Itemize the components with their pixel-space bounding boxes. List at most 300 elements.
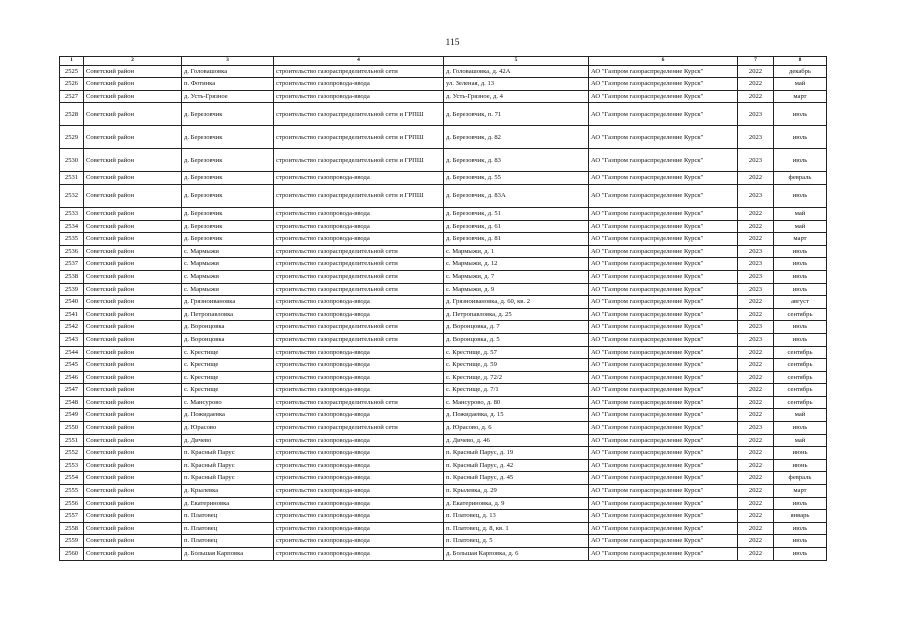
- year-cell: 2022: [738, 472, 774, 485]
- district-cell: Советский район: [84, 308, 182, 321]
- address-cell: д. Пожидаевка, д. 15: [444, 409, 589, 422]
- year-cell: 2022: [738, 497, 774, 510]
- organization-cell: АО "Газпром газораспределение Курск": [589, 321, 738, 334]
- table-row: [60, 245, 827, 258]
- table-row: [60, 321, 827, 334]
- district-cell: Советский район: [84, 184, 182, 207]
- organization-cell: АО "Газпром газораспределение Курск": [589, 90, 738, 103]
- work-cell: строительство газопровода-ввода: [274, 459, 444, 472]
- year-cell: 2022: [738, 220, 774, 233]
- month-cell: март: [774, 485, 827, 498]
- row-number: 2557: [60, 510, 84, 523]
- organization-cell: АО "Газпром газораспределение Курск": [589, 459, 738, 472]
- column-header: 8: [774, 57, 827, 66]
- organization-cell: АО "Газпром газораспределение Курск": [589, 371, 738, 384]
- district-cell: Советский район: [84, 459, 182, 472]
- address-cell: д. Березовчик, д. 51: [444, 207, 589, 220]
- table-row: [60, 359, 827, 372]
- address-cell: д. Большая Карповка, д. 6: [444, 548, 589, 561]
- work-cell: строительство газопровода-ввода: [274, 220, 444, 233]
- organization-cell: АО "Газпром газораспределение Курск": [589, 233, 738, 246]
- district-cell: Советский район: [84, 333, 182, 346]
- address-cell: д. Березовчик, д. 81: [444, 233, 589, 246]
- month-cell: июль: [774, 321, 827, 334]
- address-cell: с. Мармыжи, д. 1: [444, 245, 589, 258]
- table-row: [60, 396, 827, 409]
- work-cell: строительство газопровода-ввода: [274, 371, 444, 384]
- settlement-cell: с. Мансурово: [182, 396, 274, 409]
- settlement-cell: д. Дичево: [182, 434, 274, 447]
- work-cell: строительство газораспределительной сети и ГРПШ: [274, 126, 444, 149]
- address-cell: с. Крестище, д. 59: [444, 359, 589, 372]
- year-cell: 2022: [738, 548, 774, 561]
- year-cell: 2022: [738, 522, 774, 535]
- row-number: 2540: [60, 296, 84, 309]
- district-cell: Советский район: [84, 346, 182, 359]
- row-number: 2525: [60, 65, 84, 78]
- table-row: [60, 296, 827, 309]
- month-cell: февраль: [774, 172, 827, 185]
- table-row: [60, 220, 827, 233]
- month-cell: январь: [774, 510, 827, 523]
- month-cell: май: [774, 220, 827, 233]
- district-cell: Советский район: [84, 172, 182, 185]
- work-cell: строительство газопровода-ввода: [274, 522, 444, 535]
- table-row: [60, 434, 827, 447]
- organization-cell: АО "Газпром газораспределение Курск": [589, 308, 738, 321]
- organization-cell: АО "Газпром газораспределение Курск": [589, 548, 738, 561]
- table-row: [60, 535, 827, 548]
- row-number: 2552: [60, 447, 84, 460]
- work-cell: строительство газораспределительной сети: [274, 270, 444, 283]
- year-cell: 2022: [738, 296, 774, 309]
- row-number: 2539: [60, 283, 84, 296]
- month-cell: сентябрь: [774, 346, 827, 359]
- year-cell: 2022: [738, 207, 774, 220]
- district-cell: Советский район: [84, 220, 182, 233]
- work-cell: строительство газопровода-ввода: [274, 384, 444, 397]
- address-cell: с. Крестище, д. 72/2: [444, 371, 589, 384]
- column-header: 7: [738, 57, 774, 66]
- address-cell: ул. Зеленая, д. 13: [444, 78, 589, 91]
- month-cell: июнь: [774, 447, 827, 460]
- month-cell: декабрь: [774, 65, 827, 78]
- work-cell: строительство газопровода-ввода: [274, 233, 444, 246]
- settlement-cell: д. Большая Карповка: [182, 548, 274, 561]
- table-body: [60, 65, 827, 560]
- year-cell: 2023: [738, 321, 774, 334]
- organization-cell: АО "Газпром газораспределение Курск": [589, 207, 738, 220]
- table-row: [60, 371, 827, 384]
- year-cell: 2023: [738, 270, 774, 283]
- address-cell: п. Красный Парус, д. 42: [444, 459, 589, 472]
- column-header: 1: [60, 57, 84, 66]
- settlement-cell: д. Воронцовка: [182, 333, 274, 346]
- year-cell: 2023: [738, 245, 774, 258]
- settlement-cell: с. Крестище: [182, 346, 274, 359]
- work-cell: строительство газораспределительной сети и ГРПШ: [274, 103, 444, 126]
- column-header: 6: [589, 57, 738, 66]
- address-cell: д. Березовчик, д. 55: [444, 172, 589, 185]
- organization-cell: АО "Газпром газораспределение Курск": [589, 184, 738, 207]
- year-cell: 2023: [738, 333, 774, 346]
- work-cell: строительство газораспределительной сети и ГРПШ: [274, 149, 444, 172]
- month-cell: май: [774, 434, 827, 447]
- row-number: 2528: [60, 103, 84, 126]
- work-cell: строительство газопровода-ввода: [274, 472, 444, 485]
- work-cell: строительство газопровода-ввода: [274, 535, 444, 548]
- year-cell: 2022: [738, 447, 774, 460]
- table-row: [60, 149, 827, 172]
- month-cell: март: [774, 233, 827, 246]
- organization-cell: АО "Газпром газораспределение Курск": [589, 258, 738, 271]
- year-cell: 2022: [738, 371, 774, 384]
- month-cell: июль: [774, 245, 827, 258]
- work-cell: строительство газопровода-ввода: [274, 485, 444, 498]
- organization-cell: АО "Газпром газораспределение Курск": [589, 270, 738, 283]
- address-cell: д. Головашовка, д. 42А: [444, 65, 589, 78]
- row-number: 2526: [60, 78, 84, 91]
- table-row: [60, 172, 827, 185]
- address-cell: д. Воронцовка, д. 7: [444, 321, 589, 334]
- row-number: 2530: [60, 149, 84, 172]
- work-cell: строительство газораспределительной сети: [274, 65, 444, 78]
- district-cell: Советский район: [84, 149, 182, 172]
- work-cell: строительство газопровода-ввода: [274, 172, 444, 185]
- district-cell: Советский район: [84, 485, 182, 498]
- organization-cell: АО "Газпром газораспределение Курск": [589, 485, 738, 498]
- district-cell: Советский район: [84, 103, 182, 126]
- row-number: 2556: [60, 497, 84, 510]
- work-cell: строительство газораспределительной сети: [274, 396, 444, 409]
- month-cell: сентябрь: [774, 371, 827, 384]
- settlement-cell: с. Крестище: [182, 359, 274, 372]
- table-row: [60, 472, 827, 485]
- work-cell: строительство газопровода-ввода: [274, 346, 444, 359]
- work-cell: строительство газораспределительной сети: [274, 422, 444, 435]
- row-number: 2536: [60, 245, 84, 258]
- column-header: 2: [84, 57, 182, 66]
- row-number: 2559: [60, 535, 84, 548]
- year-cell: 2023: [738, 103, 774, 126]
- row-number: 2534: [60, 220, 84, 233]
- table-row: [60, 90, 827, 103]
- settlement-cell: п. Платовец: [182, 535, 274, 548]
- address-cell: с. Крестище, д. 57: [444, 346, 589, 359]
- settlement-cell: д. Березовчик: [182, 207, 274, 220]
- year-cell: 2023: [738, 149, 774, 172]
- row-number: 2532: [60, 184, 84, 207]
- settlement-cell: с. Мармыжи: [182, 258, 274, 271]
- address-cell: д. Березовчик, п. 71: [444, 103, 589, 126]
- month-cell: июль: [774, 522, 827, 535]
- year-cell: 2023: [738, 422, 774, 435]
- month-cell: май: [774, 78, 827, 91]
- table-row: [60, 497, 827, 510]
- settlement-cell: д. Екатериновка: [182, 497, 274, 510]
- year-cell: 2023: [738, 126, 774, 149]
- month-cell: март: [774, 90, 827, 103]
- table-row: [60, 346, 827, 359]
- district-cell: Советский район: [84, 90, 182, 103]
- settlement-cell: д. Березовчик: [182, 172, 274, 185]
- row-number: 2558: [60, 522, 84, 535]
- table-row: [60, 126, 827, 149]
- district-cell: Советский район: [84, 422, 182, 435]
- organization-cell: АО "Газпром газораспределение Курск": [589, 172, 738, 185]
- address-cell: п. Красный Парус, д. 45: [444, 472, 589, 485]
- settlement-cell: д. Березовчик: [182, 184, 274, 207]
- year-cell: 2023: [738, 283, 774, 296]
- column-header: 4: [274, 57, 444, 66]
- district-cell: Советский район: [84, 497, 182, 510]
- address-cell: с. Мармыжи, д. 7: [444, 270, 589, 283]
- district-cell: Советский район: [84, 359, 182, 372]
- settlement-cell: д. Березовчик: [182, 149, 274, 172]
- district-cell: Советский район: [84, 78, 182, 91]
- year-cell: 2022: [738, 459, 774, 472]
- row-number: 2531: [60, 172, 84, 185]
- month-cell: август: [774, 296, 827, 309]
- row-number: 2544: [60, 346, 84, 359]
- district-cell: Советский район: [84, 535, 182, 548]
- settlement-cell: д. Петропавловка: [182, 308, 274, 321]
- year-cell: 2022: [738, 65, 774, 78]
- row-number: 2547: [60, 384, 84, 397]
- month-cell: июль: [774, 126, 827, 149]
- settlement-cell: д. Пожидаевка: [182, 409, 274, 422]
- organization-cell: АО "Газпром газораспределение Курск": [589, 103, 738, 126]
- settlement-cell: д. Березовчик: [182, 233, 274, 246]
- organization-cell: АО "Газпром газораспределение Курск": [589, 346, 738, 359]
- settlement-cell: д. Березовчик: [182, 103, 274, 126]
- organization-cell: АО "Газпром газораспределение Курск": [589, 522, 738, 535]
- address-cell: п. Крылевка, д. 29: [444, 485, 589, 498]
- address-cell: д. Грязноивановка, д. 60, кв. 2: [444, 296, 589, 309]
- row-number: 2529: [60, 126, 84, 149]
- month-cell: июнь: [774, 459, 827, 472]
- table-row: [60, 78, 827, 91]
- table-row: [60, 548, 827, 561]
- work-cell: строительство газопровода-ввода: [274, 447, 444, 460]
- settlement-cell: д. Грязноивановка: [182, 296, 274, 309]
- row-number: 2535: [60, 233, 84, 246]
- organization-cell: АО "Газпром газораспределение Курск": [589, 384, 738, 397]
- row-number: 2541: [60, 308, 84, 321]
- district-cell: Советский район: [84, 522, 182, 535]
- work-cell: строительство газораспределительной сети и ГРПШ: [274, 184, 444, 207]
- month-cell: июль: [774, 333, 827, 346]
- organization-cell: АО "Газпром газораспределение Курск": [589, 434, 738, 447]
- address-cell: с. Мармыжи, д. 12: [444, 258, 589, 271]
- settlement-cell: д. Березовчик: [182, 126, 274, 149]
- address-cell: д. Воронцовка, д. 5: [444, 333, 589, 346]
- table-row: [60, 409, 827, 422]
- organization-cell: АО "Газпром газораспределение Курск": [589, 333, 738, 346]
- row-number: 2538: [60, 270, 84, 283]
- month-cell: февраль: [774, 472, 827, 485]
- column-header: 3: [182, 57, 274, 66]
- work-cell: строительство газораспределительной сети: [274, 321, 444, 334]
- settlement-cell: д. Усть-Грязное: [182, 90, 274, 103]
- settlement-cell: с. Мармыжи: [182, 245, 274, 258]
- settlement-cell: с. Крестище: [182, 371, 274, 384]
- district-cell: Советский район: [84, 258, 182, 271]
- table-row: [60, 510, 827, 523]
- month-cell: июль: [774, 497, 827, 510]
- district-cell: Советский район: [84, 409, 182, 422]
- district-cell: Советский район: [84, 447, 182, 460]
- work-cell: строительство газопровода-ввода: [274, 434, 444, 447]
- year-cell: 2023: [738, 258, 774, 271]
- row-number: 2551: [60, 434, 84, 447]
- table-row: [60, 65, 827, 78]
- settlement-cell: п. Платовец: [182, 510, 274, 523]
- month-cell: май: [774, 409, 827, 422]
- row-number: 2554: [60, 472, 84, 485]
- work-cell: строительство газораспределительной сети: [274, 245, 444, 258]
- district-cell: Советский район: [84, 371, 182, 384]
- row-number: 2537: [60, 258, 84, 271]
- row-number: 2546: [60, 371, 84, 384]
- organization-cell: АО "Газпром газораспределение Курск": [589, 409, 738, 422]
- district-cell: Советский район: [84, 296, 182, 309]
- year-cell: 2022: [738, 396, 774, 409]
- table-row: [60, 459, 827, 472]
- month-cell: июль: [774, 103, 827, 126]
- year-cell: 2022: [738, 535, 774, 548]
- settlement-cell: д. Крылевка: [182, 485, 274, 498]
- month-cell: сентябрь: [774, 384, 827, 397]
- settlement-cell: п. Красный Парус: [182, 459, 274, 472]
- address-cell: с. Мармыжи, д. 9: [444, 283, 589, 296]
- row-number: 2549: [60, 409, 84, 422]
- row-number: 2550: [60, 422, 84, 435]
- organization-cell: АО "Газпром газораспределение Курск": [589, 149, 738, 172]
- settlement-cell: д. Юрасово: [182, 422, 274, 435]
- settlement-cell: с. Мармыжи: [182, 283, 274, 296]
- organization-cell: АО "Газпром газораспределение Курск": [589, 535, 738, 548]
- column-header-row: [60, 57, 827, 66]
- organization-cell: АО "Газпром газораспределение Курск": [589, 126, 738, 149]
- organization-cell: АО "Газпром газораспределение Курск": [589, 396, 738, 409]
- month-cell: сентябрь: [774, 359, 827, 372]
- organization-cell: АО "Газпром газораспределение Курск": [589, 78, 738, 91]
- year-cell: 2022: [738, 233, 774, 246]
- row-number: 2548: [60, 396, 84, 409]
- organization-cell: АО "Газпром газораспределение Курск": [589, 283, 738, 296]
- settlement-cell: с. Мармыжи: [182, 270, 274, 283]
- year-cell: 2022: [738, 308, 774, 321]
- row-number: 2553: [60, 459, 84, 472]
- year-cell: 2022: [738, 78, 774, 91]
- address-cell: п. Красный Парус, д. 19: [444, 447, 589, 460]
- district-cell: Советский район: [84, 283, 182, 296]
- year-cell: 2022: [738, 434, 774, 447]
- organization-cell: АО "Газпром газораспределение Курск": [589, 422, 738, 435]
- organization-cell: АО "Газпром газораспределение Курск": [589, 65, 738, 78]
- work-cell: строительство газопровода-ввода: [274, 510, 444, 523]
- month-cell: июль: [774, 283, 827, 296]
- organization-cell: АО "Газпром газораспределение Курск": [589, 447, 738, 460]
- table-row: [60, 207, 827, 220]
- table-row: [60, 522, 827, 535]
- district-cell: Советский район: [84, 126, 182, 149]
- organization-cell: АО "Газпром газораспределение Курск": [589, 245, 738, 258]
- table-row: [60, 283, 827, 296]
- address-cell: п. Платовец, д. 8, кв. 1: [444, 522, 589, 535]
- address-cell: с. Мансурово, д. 80: [444, 396, 589, 409]
- row-number: 2545: [60, 359, 84, 372]
- row-number: 2527: [60, 90, 84, 103]
- table-row: [60, 422, 827, 435]
- district-cell: Советский район: [84, 510, 182, 523]
- district-cell: Советский район: [84, 207, 182, 220]
- year-cell: 2022: [738, 409, 774, 422]
- row-number: 2543: [60, 333, 84, 346]
- work-cell: строительство газораспределительной сети: [274, 283, 444, 296]
- organization-cell: АО "Газпром газораспределение Курск": [589, 510, 738, 523]
- month-cell: июль: [774, 149, 827, 172]
- organization-cell: АО "Газпром газораспределение Курск": [589, 296, 738, 309]
- work-cell: строительство газораспределительной сети: [274, 258, 444, 271]
- work-cell: строительство газопровода-ввода: [274, 207, 444, 220]
- year-cell: 2022: [738, 384, 774, 397]
- work-cell: строительство газопровода-ввода: [274, 308, 444, 321]
- work-cell: строительство газопровода-ввода: [274, 78, 444, 91]
- organization-cell: АО "Газпром газораспределение Курск": [589, 359, 738, 372]
- month-cell: сентябрь: [774, 396, 827, 409]
- month-cell: июль: [774, 184, 827, 207]
- settlement-cell: п. Красный Парус: [182, 472, 274, 485]
- month-cell: июль: [774, 258, 827, 271]
- table-row: [60, 333, 827, 346]
- work-cell: строительство газопровода-ввода: [274, 409, 444, 422]
- year-cell: 2022: [738, 172, 774, 185]
- district-cell: Советский район: [84, 548, 182, 561]
- year-cell: 2022: [738, 359, 774, 372]
- settlement-cell: д. Березовчик: [182, 220, 274, 233]
- row-number: 2555: [60, 485, 84, 498]
- address-cell: д. Усть-Грязное, д. 4: [444, 90, 589, 103]
- address-cell: д. Березовчик, д. 83: [444, 149, 589, 172]
- year-cell: 2022: [738, 510, 774, 523]
- table-row: [60, 233, 827, 246]
- work-cell: строительство газораспределительной сети: [274, 333, 444, 346]
- work-cell: строительство газопровода-ввода: [274, 90, 444, 103]
- address-cell: п. Платовец, д. 5: [444, 535, 589, 548]
- settlement-cell: п. Платовец: [182, 522, 274, 535]
- settlement-cell: с. Крестище: [182, 384, 274, 397]
- organization-cell: АО "Газпром газораспределение Курск": [589, 497, 738, 510]
- address-cell: д. Березовчик, д. 82: [444, 126, 589, 149]
- month-cell: май: [774, 207, 827, 220]
- month-cell: июль: [774, 535, 827, 548]
- table-row: [60, 103, 827, 126]
- district-cell: Советский район: [84, 270, 182, 283]
- year-cell: 2022: [738, 90, 774, 103]
- address-cell: д. Юрасово, д. 6: [444, 422, 589, 435]
- district-cell: Советский район: [84, 472, 182, 485]
- year-cell: 2022: [738, 346, 774, 359]
- year-cell: 2022: [738, 485, 774, 498]
- table-row: [60, 308, 827, 321]
- table-row: [60, 485, 827, 498]
- work-cell: строительство газопровода-ввода: [274, 359, 444, 372]
- table-row: [60, 258, 827, 271]
- work-cell: строительство газопровода-ввода: [274, 296, 444, 309]
- row-number: 2560: [60, 548, 84, 561]
